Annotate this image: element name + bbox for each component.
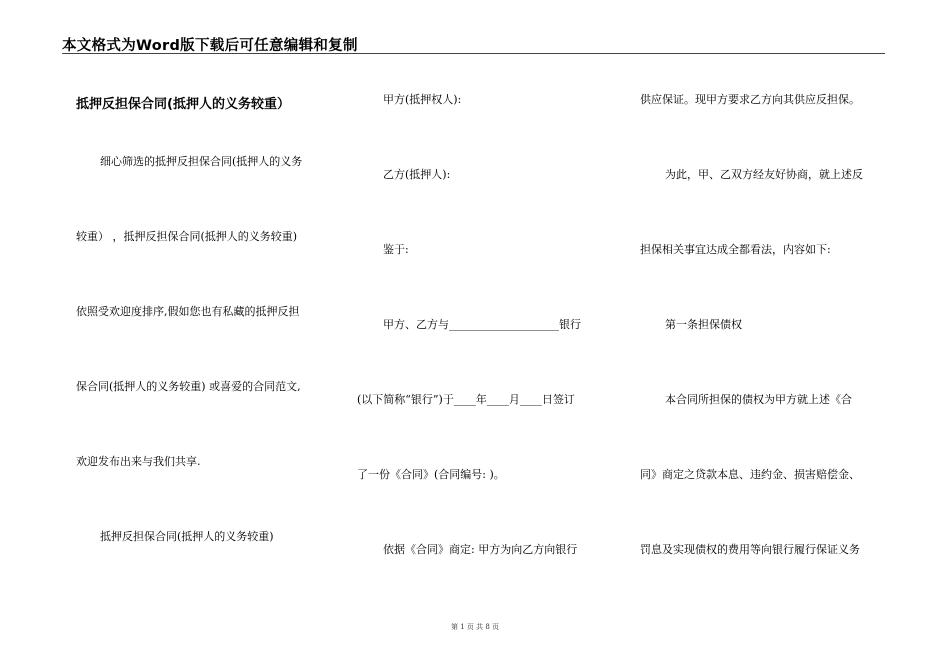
col2-line: 甲方、乙方与____________________银行: [383, 318, 581, 331]
download-banner: 本文格式为Word版下载后可任意编辑和复制: [62, 38, 358, 54]
col2-line: 鉴于:: [383, 243, 409, 256]
col2-line: (以下简称“银行”)于____年____月____日签订: [357, 393, 575, 406]
header-divider: [62, 53, 885, 54]
col1-line: 欢迎发布出来与我们共享.: [76, 455, 201, 468]
col2-line: 了一份《合同》(合同编号: )。: [357, 468, 505, 481]
page-indicator: 第 1 页 共 8 页: [450, 623, 500, 631]
col1-line: 保合同(抵押人的义务较重) 或喜爱的合同范文,: [76, 380, 301, 393]
col1-line: 细心筛选的抵押反担保合同(抵押人的义务: [100, 155, 303, 168]
col2-line: 乙方(抵押人):: [383, 168, 451, 181]
col2-line: 依据《合同》商定: 甲方为向乙方向银行: [383, 543, 578, 556]
col3-line: 罚息及实现债权的费用等向银行履行保证义务: [640, 543, 860, 556]
col3-line: 第一条担保债权: [665, 318, 742, 331]
col3-line: 同》商定之贷款本息、违约金、损害赔偿金、: [640, 468, 860, 481]
col2-line: 甲方(抵押权人):: [383, 93, 462, 106]
col3-line: 本合同所担保的债权为甲方就上述《合: [665, 393, 852, 406]
col3-line: 为此，甲、乙双方经友好协商，就上述反: [665, 168, 863, 181]
col3-line: 供应保证。现甲方要求乙方向其供应反担保。: [640, 93, 860, 106]
col1-line: 较重） ，抵押反担保合同(抵押人的义务较重): [76, 230, 298, 243]
col3-line: 担保相关事宜达成全都看法，内容如下:: [640, 243, 831, 256]
col1-line: 抵押反担保合同(抵押人的义务较重): [100, 530, 274, 543]
document-title: 抵押反担保合同(抵押人的义务较重）: [76, 97, 290, 112]
col1-line: 依照受欢迎度排序,假如您也有私藏的抵押反担: [76, 305, 300, 318]
